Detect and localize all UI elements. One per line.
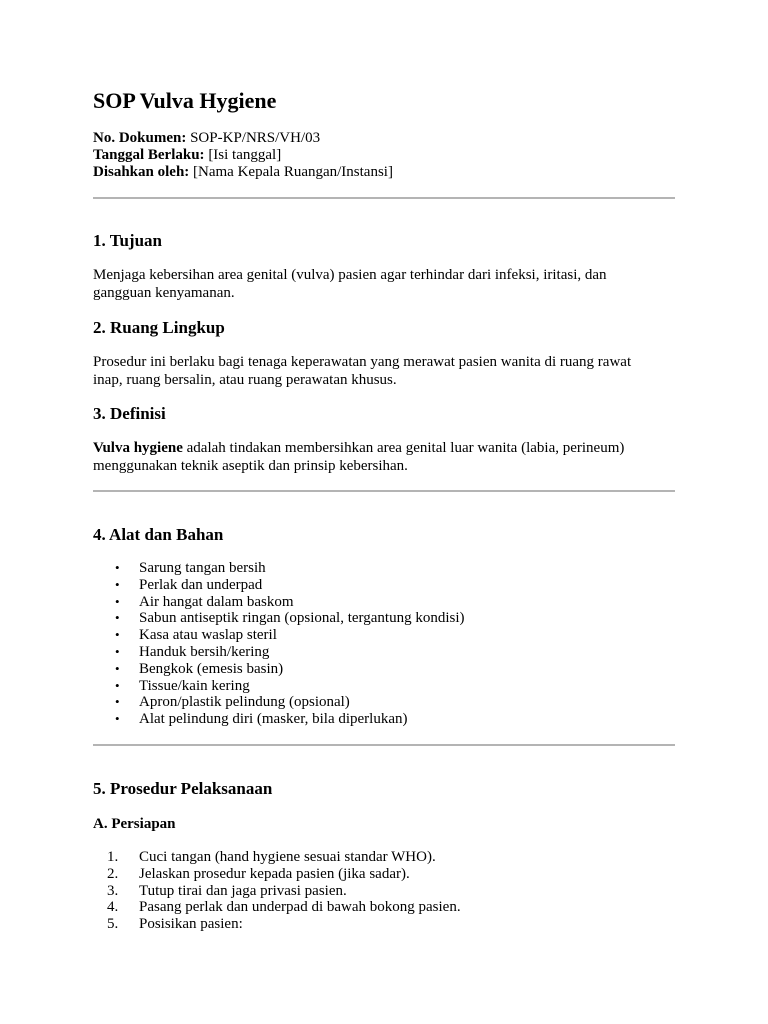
list-item	[93, 849, 461, 866]
horizontal-divider	[93, 490, 675, 492]
list-item	[93, 866, 461, 883]
list-item	[93, 883, 461, 900]
list-item	[93, 577, 465, 594]
list-item-text: Sarung tangan bersih	[139, 560, 266, 576]
meta-label: No. Dokumen:	[93, 130, 187, 146]
list-item	[93, 560, 465, 577]
bullet-icon: •	[115, 643, 120, 659]
list-item	[93, 678, 465, 695]
bullet-icon: •	[115, 560, 120, 575]
section-heading-alat-bahan: 4. Alat dan Bahan	[93, 525, 224, 544]
document-title: SOP Vulva Hygiene	[93, 88, 277, 113]
definition-text: adalah tindakan membersihkan area genital luar wanita (labia, perineum) menggunakan teknik aseptik dan prinsip kebersihan.	[93, 440, 625, 474]
list-item	[93, 610, 465, 627]
list-item	[93, 694, 465, 711]
section-heading-definisi: 3. Definisi	[93, 404, 166, 423]
list-item	[93, 899, 461, 916]
bullet-icon: •	[115, 593, 120, 609]
document-meta	[93, 130, 393, 181]
section-heading-prosedur: 5. Prosedur Pelaksanaan	[93, 779, 273, 798]
step-number: 1.	[107, 849, 119, 865]
section-text-ruang-lingkup: Prosedur ini berlaku bagi tenaga keperawatan yang merawat pasien wanita di ruang rawat inap, ruang bersalin, atau ruang perawatan khusus.	[93, 354, 632, 388]
meta-label: Tanggal Berlaku:	[93, 147, 205, 163]
list-item-text: Air hangat dalam baskom	[139, 593, 294, 610]
meta-label: Disahkan oleh:	[93, 164, 190, 180]
step-text: Jelaskan prosedur kepada pasien (jika sadar).	[139, 865, 410, 882]
list-item	[93, 661, 465, 678]
list-item-text: Perlak dan underpad	[139, 576, 263, 593]
meta-value: [Nama Kepala Ruangan/Instansi]	[189, 164, 393, 180]
bullet-icon: •	[115, 627, 120, 643]
horizontal-divider	[93, 197, 675, 199]
step-number: 2.	[107, 865, 119, 882]
horizontal-divider	[93, 744, 675, 746]
preparation-steps-list	[93, 849, 461, 933]
list-item-text: Sabun antiseptik ringan (opsional, tergantung kondisi)	[139, 610, 465, 627]
section-heading-ruang-lingkup: 2. Ruang Lingkup	[93, 318, 225, 337]
list-item-text: Alat pelindung diri (masker, bila diperlukan)	[139, 711, 408, 728]
bullet-icon: •	[115, 677, 120, 693]
step-number: 4.	[107, 899, 119, 916]
subsection-heading-persiapan: A. Persiapan	[93, 816, 176, 832]
list-item-text: Handuk bersih/kering	[139, 643, 270, 660]
section-heading-tujuan: 1. Tujuan	[93, 231, 162, 250]
bullet-icon: •	[115, 660, 120, 676]
step-number: 5.	[107, 916, 119, 933]
step-text: Pasang perlak dan underpad di bawah bokong pasien.	[139, 899, 461, 916]
bullet-icon: •	[115, 576, 120, 592]
bullet-icon: •	[115, 610, 120, 626]
list-item-text: Tissue/kain kering	[139, 677, 250, 694]
list-item	[93, 644, 465, 661]
meta-approved-by	[93, 164, 393, 181]
list-item	[93, 711, 465, 728]
meta-value: [Isi tanggal]	[204, 147, 282, 163]
section-text-tujuan: Menjaga kebersihan area genital (vulva) pasien agar terhindar dari infeksi, iritasi, dan gangguan kenyamanan.	[93, 267, 607, 301]
meta-value: SOP-KP/NRS/VH/03	[186, 130, 321, 146]
list-item	[93, 594, 465, 611]
list-item-text: Apron/plastik pelindung (opsional)	[139, 694, 350, 711]
meta-document-number	[93, 130, 393, 147]
step-text: Posisikan pasien:	[139, 916, 243, 933]
step-text: Cuci tangan (hand hygiene sesuai standar WHO).	[139, 849, 436, 865]
equipment-list	[93, 560, 465, 728]
list-item	[93, 627, 465, 644]
step-number: 3.	[107, 882, 119, 899]
step-text: Tutup tirai dan jaga privasi pasien.	[139, 882, 347, 899]
meta-effective-date	[93, 147, 393, 164]
list-item	[93, 916, 461, 933]
section-text-definisi	[93, 439, 653, 475]
list-item-text: Kasa atau waslap steril	[139, 627, 277, 644]
bullet-icon: •	[115, 694, 120, 710]
definition-term: Vulva hygiene	[93, 440, 183, 456]
list-item-text: Bengkok (emesis basin)	[139, 660, 284, 677]
bullet-icon: •	[115, 711, 120, 727]
